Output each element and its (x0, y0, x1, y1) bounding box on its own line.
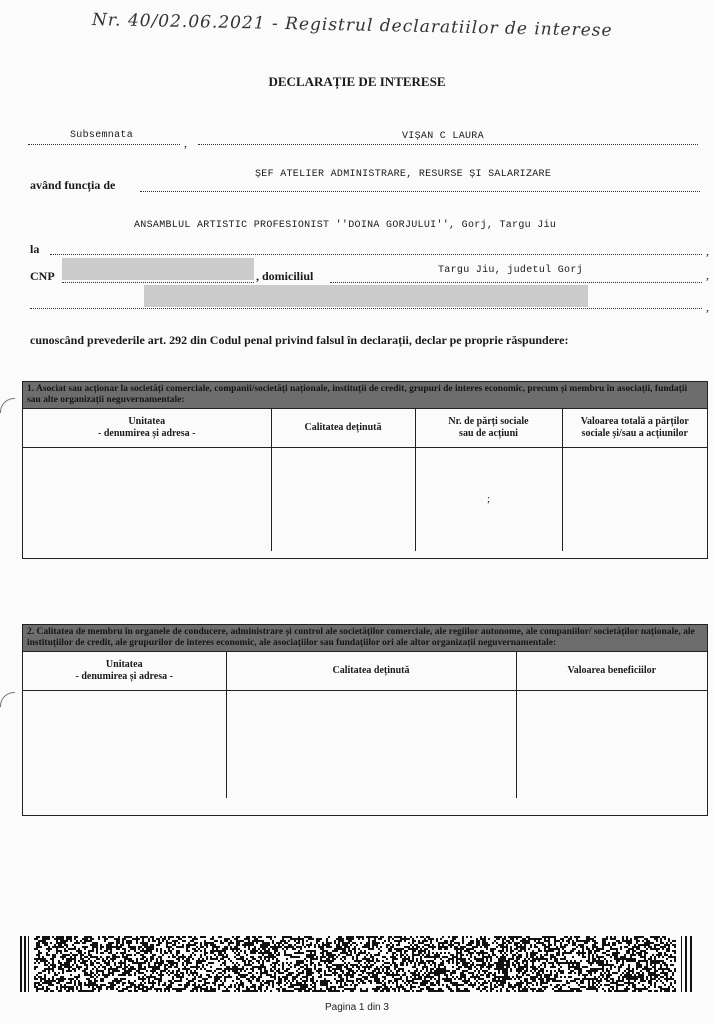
dotted-line (28, 143, 180, 145)
col-valoarea: Valoarea totală a părților sociale și/sau a acțiunilor (562, 409, 707, 447)
col-calitatea: Calitatea deținută (226, 652, 516, 690)
table-cell (516, 690, 707, 798)
section-2-management-roles (22, 624, 708, 816)
dotted-line (50, 253, 702, 255)
address-redacted (144, 285, 588, 307)
stray-mark: ; (486, 493, 491, 506)
subsemnata-label: Subsemnata (70, 130, 134, 141)
dotted-line (30, 307, 702, 309)
table-row (23, 690, 707, 798)
comma: , (706, 268, 709, 282)
section-2-heading: 2. Calitatea de membru în organele de conducere, administrare și control ale societăților comerciale, ale regiilor autonome, ale companiilor/ societăților naționale, ale instituțiilor de credit, ale grupurilor de interes economic, ale asociațiilor sau fundațiilor ori ale altor organizații neguvernamentale: (23, 625, 707, 652)
dotted-line (330, 281, 702, 283)
cnp-label: CNP (30, 269, 55, 283)
domiciliul-value: Targu Jiu, judetul Gorj (438, 265, 583, 276)
comma: , (706, 300, 709, 314)
col-valoarea-beneficiilor: Valoarea beneficiilor (516, 652, 707, 690)
page-title: DECLARAȚIE DE INTERESE (268, 74, 446, 89)
page-number: Pagina 1 din 3 (325, 1002, 389, 1013)
functia-value: ȘEF ATELIER ADMINISTRARE, RESURSE ȘI SALARIZARE (255, 169, 552, 180)
institution-value: ANSAMBLUL ARTISTIC PROFESIONIST ''DOINA GORJULUI'', Gorj, Targu Jiu (134, 220, 557, 231)
col-calitatea: Calitatea deținută (271, 409, 415, 447)
dotted-line (198, 143, 698, 145)
table-cell (415, 447, 562, 551)
section-1-table (23, 409, 707, 551)
section-1-shareholdings (22, 381, 708, 559)
legal-statement: cunoscând prevederile art. 292 din Codul penal privind falsul în declarații, declar pe proprie răspundere: (30, 333, 569, 347)
col-unitatea: Unitatea - denumirea și adresa - (23, 652, 226, 690)
punch-mark (0, 398, 15, 413)
dotted-line (62, 281, 254, 283)
comma: , (184, 136, 187, 150)
table-row (23, 447, 707, 551)
cnp-redacted (62, 258, 254, 280)
la-label: la (30, 242, 40, 256)
declarant-name: VIȘAN C LAURA (402, 131, 484, 142)
handwritten-registration-note: Nr. 40/02.06.2021 - Registrul declaratiilor de interese (91, 10, 613, 41)
table-cell (226, 690, 516, 798)
col-nr-parti: Nr. de părți sociale sau de acțiuni (415, 409, 562, 447)
document-barcode (20, 936, 696, 992)
section-2-table (23, 652, 707, 798)
functia-label: având funcția de (30, 178, 116, 192)
table-cell (562, 447, 707, 551)
table-cell (23, 447, 271, 551)
col-unitatea: Unitatea - denumirea și adresa - (23, 409, 271, 447)
table-cell (23, 690, 226, 798)
table-cell (271, 447, 415, 551)
dotted-line (140, 190, 700, 192)
punch-mark (0, 692, 15, 707)
section-1-heading: 1. Asociat sau acționar la societăți comerciale, companii/societăți naționale, instituții de credit, grupuri de interes economic, precum și membru în asociații, fundații sau alte organizații neguvernamentale: (23, 382, 707, 409)
domiciliul-label: , domiciliul (256, 269, 314, 283)
comma: , (706, 244, 709, 258)
